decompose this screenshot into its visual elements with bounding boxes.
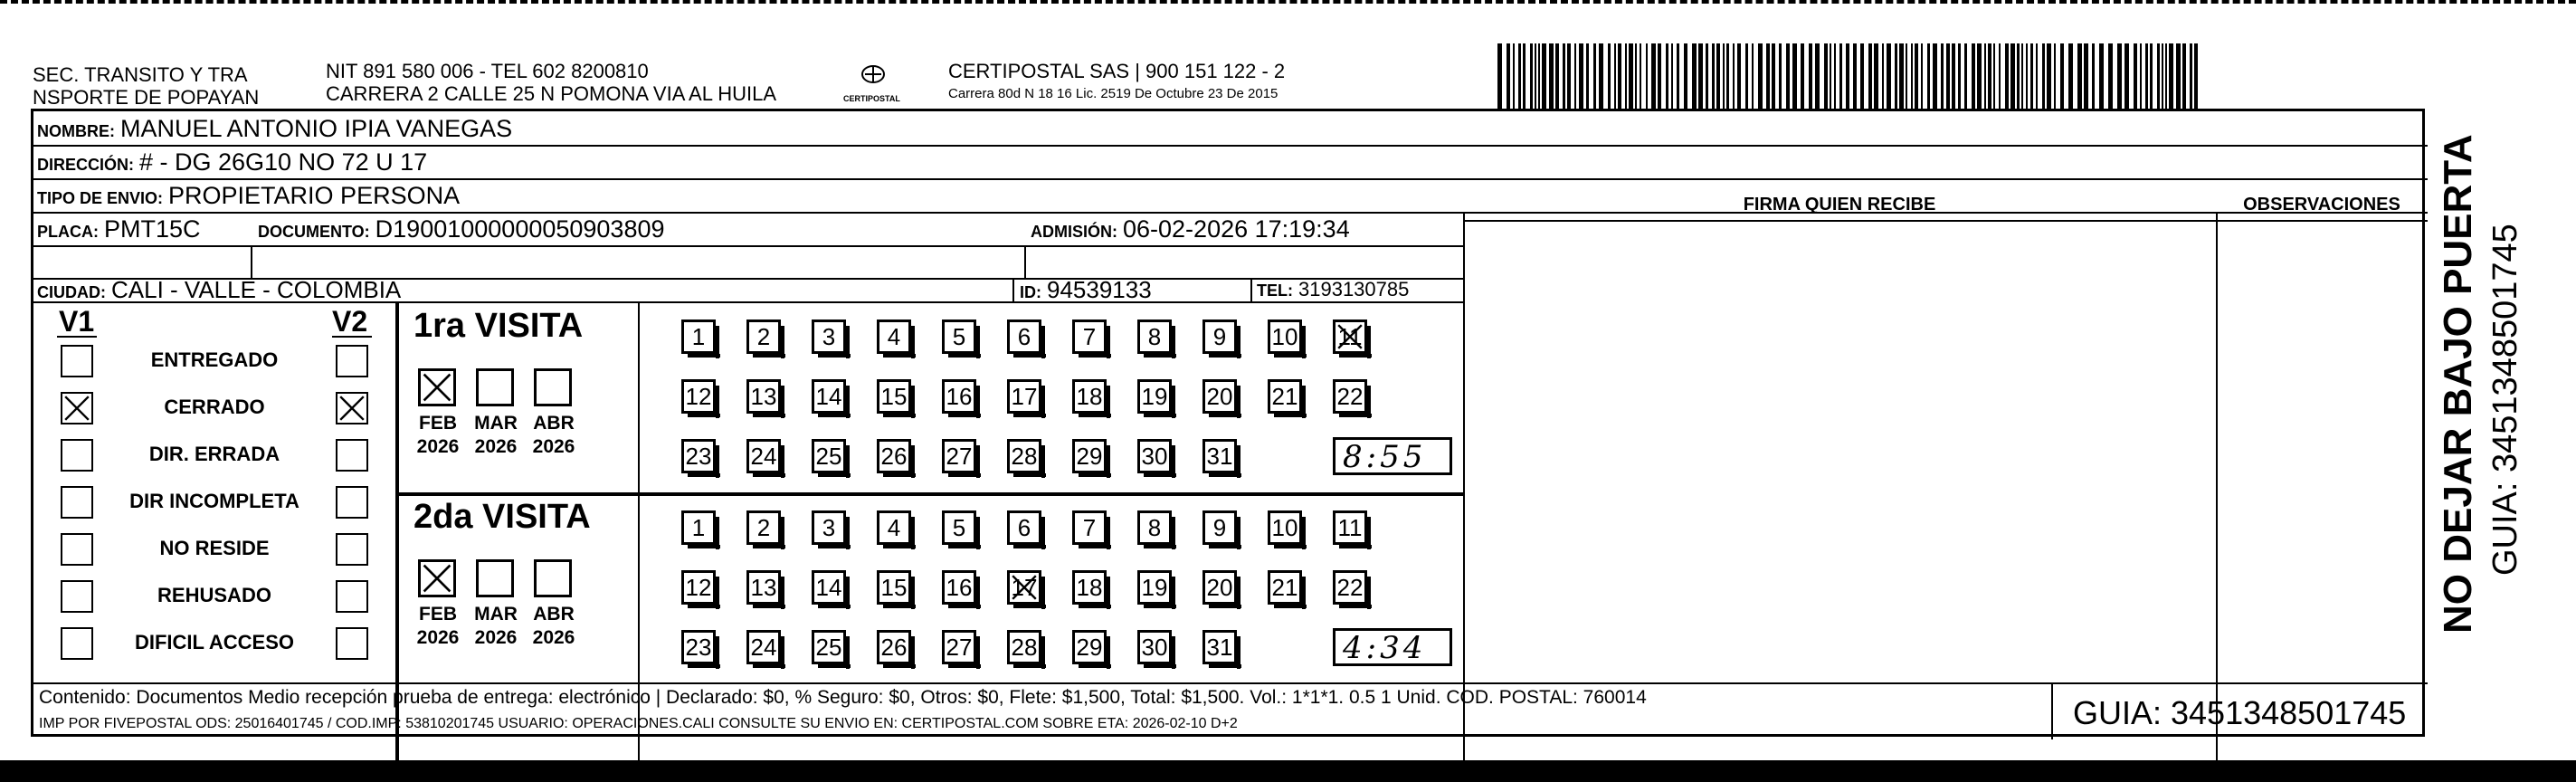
barcode-bar xyxy=(2176,43,2181,109)
day-box[interactable]: 13 xyxy=(746,570,781,605)
barcode-bar xyxy=(1567,43,1571,109)
day-box[interactable]: 8 xyxy=(1137,319,1172,354)
month-label xyxy=(471,603,521,650)
x-mark-icon xyxy=(337,394,366,423)
observaciones-header: OBSERVACIONES xyxy=(2243,195,2400,215)
day-box[interactable]: 7 xyxy=(1072,510,1107,545)
barcode-bar xyxy=(1915,43,1918,109)
x-mark-icon xyxy=(1010,573,1039,602)
barcode-bar xyxy=(1671,43,1673,109)
day-box[interactable]: 25 xyxy=(812,439,846,473)
day-box[interactable]: 2 xyxy=(746,319,781,354)
barcode-bar xyxy=(1758,43,1763,109)
barcode-bar xyxy=(1999,43,2001,109)
day-box[interactable]: 1 xyxy=(681,510,716,545)
barcode-bar xyxy=(1523,43,1526,109)
day-box[interactable]: 12 xyxy=(681,570,716,605)
day-box[interactable]: 31 xyxy=(1202,439,1237,473)
barcode-bar xyxy=(1874,43,1878,109)
day-box[interactable]: 18 xyxy=(1072,570,1107,605)
month-year: 2026 xyxy=(416,627,460,648)
company-line: CERTIPOSTAL SAS | 900 151 122 - 2 xyxy=(948,60,1286,82)
month-year: 2026 xyxy=(474,627,518,648)
barcode-bar xyxy=(2084,43,2088,109)
barcode-bar xyxy=(1535,43,1536,109)
day-box[interactable]: 15 xyxy=(877,570,911,605)
barcode-bar xyxy=(1834,43,1836,109)
ciudad-value: CALI - VALLE - COLOMBIA xyxy=(111,276,402,303)
month-name: MAR xyxy=(474,413,518,434)
barcode-bar xyxy=(2060,43,2064,109)
x-mark-icon xyxy=(1336,322,1364,351)
barcode-bar xyxy=(1692,43,1697,109)
day-box[interactable]: 20 xyxy=(1202,570,1237,605)
handwritten-time: 8:55 xyxy=(1343,439,1427,475)
month-name: FEB xyxy=(419,413,457,434)
certipostal-logo xyxy=(841,62,905,110)
day-box[interactable]: 18 xyxy=(1072,379,1107,414)
barcode-bar xyxy=(1933,43,1937,109)
day-box[interactable]: 23 xyxy=(681,630,716,664)
rule xyxy=(638,301,640,781)
nombre-value: MANUEL ANTONIO IPIA VANEGAS xyxy=(120,115,513,142)
admision-label: ADMISIÓN: xyxy=(1031,223,1117,241)
day-box[interactable]: 2 xyxy=(746,510,781,545)
day-box[interactable]: 30 xyxy=(1137,630,1172,664)
footer-content-line: Contenido: Documentos Medio recepción prueba de entrega: electrónico | Declarado: $0, % Seguro: $0, Otros: $0, Flete: $1,500, Total: $1,500. Vol.: 1*1*1. 0.5 1 Unid. COD. POSTAL: 760014 xyxy=(39,687,1647,708)
barcode-bar xyxy=(1497,43,1502,109)
direccion-field xyxy=(37,148,427,179)
rule xyxy=(251,245,252,278)
barcode-bar xyxy=(2099,43,2104,109)
barcode-bar xyxy=(1887,43,1891,109)
barcode-bar xyxy=(1779,43,1782,109)
barcode-bar xyxy=(1906,43,1907,109)
day-box[interactable]: 10 xyxy=(1268,510,1302,545)
admision-field xyxy=(1031,215,1350,246)
barcode-bar xyxy=(1772,43,1775,109)
sender-name xyxy=(33,63,259,109)
handwritten-time-box xyxy=(1333,628,1452,666)
barcode-bar xyxy=(1640,43,1641,109)
month-label xyxy=(528,603,579,650)
barcode-bar xyxy=(1593,43,1596,109)
barcode-bar xyxy=(1792,43,1797,109)
day-box[interactable]: 21 xyxy=(1268,379,1302,414)
month-checkbox[interactable] xyxy=(534,368,572,406)
day-box[interactable]: 13 xyxy=(746,379,781,414)
barcode-bar xyxy=(1608,43,1611,109)
barcode-bar xyxy=(2010,43,2015,109)
day-box[interactable]: 20 xyxy=(1202,379,1237,414)
tipo-envio-label: TIPO DE ENVIO: xyxy=(37,189,164,207)
day-box[interactable]: 29 xyxy=(1072,630,1107,664)
day-box[interactable]: 4 xyxy=(877,319,911,354)
barcode-bar xyxy=(2145,43,2148,109)
barcode-bar xyxy=(1830,43,1831,109)
barcode-bar xyxy=(1629,43,1633,109)
barcode-bar xyxy=(1895,43,1897,109)
reason-label: CERRADO xyxy=(164,396,265,418)
barcode-bar xyxy=(2068,43,2073,109)
day-box[interactable]: 11 xyxy=(1333,319,1367,354)
v1-checkbox[interactable] xyxy=(61,627,93,660)
v2-checkbox[interactable] xyxy=(336,392,368,424)
logo-text: CERTIPOSTAL xyxy=(843,94,900,103)
barcode-bar xyxy=(1752,43,1754,109)
day-box[interactable]: 24 xyxy=(746,439,781,473)
x-mark-icon xyxy=(421,371,453,404)
barcode-bar xyxy=(1860,43,1864,109)
reason-label: DIFICIL ACCESO xyxy=(134,631,294,653)
sender-line-2: NSPORTE DE POPAYAN xyxy=(33,86,260,109)
placa-value: PMT15C xyxy=(104,215,201,243)
barcode-bar xyxy=(1579,43,1583,109)
v2-checkbox[interactable] xyxy=(336,627,368,660)
day-box[interactable]: 23 xyxy=(681,439,716,473)
month-label xyxy=(471,412,521,459)
barcode-bar xyxy=(1507,43,1510,109)
day-box[interactable]: 30 xyxy=(1137,439,1172,473)
handwritten-time: 4:34 xyxy=(1343,630,1427,666)
v1-checkbox[interactable] xyxy=(61,486,93,519)
license-line: Carrera 80d N 18 16 Lic. 2519 De Octubre 23 De 2015 xyxy=(948,86,1278,101)
barcode-bar xyxy=(1651,43,1656,109)
v2-checkbox[interactable] xyxy=(336,580,368,613)
day-box[interactable]: 22 xyxy=(1333,570,1367,605)
rule xyxy=(1463,220,2428,222)
admision-value: 06-02-2026 17:19:34 xyxy=(1123,215,1350,243)
barcode-bar xyxy=(1625,43,1627,109)
placa-label: PLACA: xyxy=(37,223,99,241)
day-box[interactable]: 9 xyxy=(1202,510,1237,545)
day-box[interactable]: 26 xyxy=(877,630,911,664)
tel-value: 3193130785 xyxy=(1298,278,1410,300)
visit-title: 1ra VISITA xyxy=(413,307,584,345)
barcode-bar xyxy=(1946,43,1950,109)
day-box[interactable]: 3 xyxy=(812,510,846,545)
documento-label: DOCUMENTO: xyxy=(258,223,370,241)
barcode-bar xyxy=(2108,43,2113,109)
month-name: MAR xyxy=(474,604,518,625)
reason-label: NO RESIDE xyxy=(159,537,270,559)
tel-label: TEL: xyxy=(1257,281,1293,300)
address-line: CARRERA 2 CALLE 25 N POMONA VIA AL HUILA xyxy=(326,82,777,105)
barcode-bar xyxy=(1618,43,1621,109)
barcode-bar xyxy=(2005,43,2009,109)
barcode-bar xyxy=(1911,43,1913,109)
v2-checkbox[interactable] xyxy=(336,439,368,472)
v1-checkbox[interactable] xyxy=(61,439,93,472)
barcode-bar xyxy=(2030,43,2033,109)
day-box[interactable]: 3 xyxy=(812,319,846,354)
barcode-bar xyxy=(1868,43,1872,109)
barcode-bar xyxy=(1972,43,1975,109)
rule xyxy=(395,301,399,781)
day-box[interactable]: 12 xyxy=(681,379,716,414)
barcode-bar xyxy=(2021,43,2023,109)
barcode-bar xyxy=(1809,43,1812,109)
barcode-bar xyxy=(1586,43,1589,109)
day-box[interactable]: 10 xyxy=(1268,319,1302,354)
barcode-bar xyxy=(2047,43,2051,109)
barcode-bar xyxy=(1977,43,1982,109)
barcode-bar xyxy=(2134,43,2137,109)
day-box[interactable]: 4 xyxy=(877,510,911,545)
barcode-bar xyxy=(2162,43,2163,109)
top-dashed-edge xyxy=(0,0,2576,9)
handwritten-time-box xyxy=(1333,437,1452,475)
month-checkbox[interactable] xyxy=(534,559,572,597)
nombre-label: NOMBRE: xyxy=(37,122,115,140)
month-year: 2026 xyxy=(532,627,575,648)
barcode-bar xyxy=(1666,43,1668,109)
day-box[interactable]: 27 xyxy=(942,439,976,473)
nit-line: NIT 891 580 006 - TEL 602 8200810 xyxy=(326,60,649,82)
barcode-bar xyxy=(1882,43,1884,109)
barcode-bar xyxy=(1853,43,1857,109)
day-box[interactable]: 28 xyxy=(1007,630,1041,664)
day-box[interactable]: 16 xyxy=(942,379,976,414)
day-box[interactable]: 14 xyxy=(812,379,846,414)
barcode-bar xyxy=(2042,43,2045,109)
barcode-bar xyxy=(2117,43,2122,109)
barcode-bar xyxy=(1726,43,1729,109)
barcode-bar xyxy=(1599,43,1603,109)
barcode-bar xyxy=(1646,43,1648,109)
barcode-bar xyxy=(2140,43,2142,109)
barcode-bar xyxy=(1921,43,1923,109)
rule xyxy=(1012,278,1014,301)
day-box[interactable]: 11 xyxy=(1333,510,1367,545)
footer-print-line: IMP POR FIVEPOSTAL ODS: 25016401745 / COD.IMP: 53810201745 USUARIO: OPERACIONES.CALI CONSULTE SU ENVIO EN: CERTIPOSTAL.COM SOBRE ETA: 2026-02-10 D+2 xyxy=(39,716,1238,731)
barcode-bar xyxy=(2169,43,2173,109)
v1-checkbox[interactable] xyxy=(61,533,93,566)
direccion-value: # - DG 26G10 NO 72 U 17 xyxy=(139,148,428,176)
barcode-bar xyxy=(1786,43,1790,109)
rule xyxy=(1250,278,1252,301)
v2-checkbox[interactable] xyxy=(336,345,368,377)
barcode-bar xyxy=(1677,43,1679,109)
month-checkbox[interactable] xyxy=(418,559,456,597)
day-box[interactable]: 28 xyxy=(1007,439,1041,473)
barcode-bar xyxy=(1952,43,1955,109)
x-mark-icon xyxy=(62,394,91,423)
side-guia-number: GUIA: 3451348501745 xyxy=(2486,224,2524,576)
barcode-bar xyxy=(1899,43,1904,109)
visit-title: 2da VISITA xyxy=(413,498,591,536)
firma-quien-recibe-header: FIRMA QUIEN RECIBE xyxy=(1743,195,1936,215)
barcode-bar xyxy=(2077,43,2082,109)
id-label: ID: xyxy=(1020,283,1041,301)
company-info xyxy=(948,60,1285,105)
v1-header: V1 xyxy=(59,305,95,338)
barcode-bar xyxy=(1555,43,1559,109)
month-year: 2026 xyxy=(532,436,575,457)
barcode-bar xyxy=(1958,43,1961,109)
day-box[interactable]: 15 xyxy=(877,379,911,414)
tel-field xyxy=(1257,275,1409,305)
barcode-bar xyxy=(1542,43,1546,109)
barcode-bar xyxy=(1712,43,1715,109)
rule xyxy=(33,682,2428,684)
barcode-bar xyxy=(1716,43,1720,109)
day-box[interactable]: 8 xyxy=(1137,510,1172,545)
v1-checkbox[interactable] xyxy=(61,580,93,613)
tracking-barcode xyxy=(1497,43,2203,109)
barcode-bar xyxy=(1964,43,1967,109)
barcode-bar xyxy=(1733,43,1735,109)
barcode-bar xyxy=(2190,43,2192,109)
day-box[interactable]: 5 xyxy=(942,510,976,545)
barcode-bar xyxy=(1839,43,1842,109)
barcode-bar xyxy=(2124,43,2129,109)
barcode-bar xyxy=(2157,43,2160,109)
sender-line-1: SEC. TRANSITO Y TRA xyxy=(33,63,248,86)
month-checkbox[interactable] xyxy=(476,559,514,597)
day-box[interactable]: 14 xyxy=(812,570,846,605)
day-box[interactable]: 25 xyxy=(812,630,846,664)
day-box[interactable]: 19 xyxy=(1137,570,1172,605)
day-box[interactable]: 1 xyxy=(681,319,716,354)
x-mark-icon xyxy=(421,562,453,595)
barcode-bar xyxy=(2026,43,2028,109)
barcode-bar xyxy=(1927,43,1930,109)
v2-checkbox[interactable] xyxy=(336,486,368,519)
barcode-bar xyxy=(2194,43,2198,109)
observations-area[interactable] xyxy=(2220,224,2424,767)
month-name: ABR xyxy=(533,604,575,625)
barcode-bar xyxy=(1993,43,1995,109)
reason-label: DIR. ERRADA xyxy=(148,443,280,465)
rule xyxy=(395,492,1463,496)
barcode-bar xyxy=(1941,43,1944,109)
signature-area[interactable] xyxy=(1467,224,2212,767)
rule xyxy=(57,336,97,338)
reason-label: DIR INCOMPLETA xyxy=(129,490,299,512)
barcode-bar xyxy=(2092,43,2095,109)
barcode-bar xyxy=(1530,43,1533,109)
barcode-bar xyxy=(1658,43,1661,109)
barcode-bar xyxy=(1737,43,1741,109)
barcode-bar xyxy=(2182,43,2186,109)
v2-checkbox[interactable] xyxy=(336,533,368,566)
barcode-bar xyxy=(1563,43,1565,109)
barcode-bar xyxy=(1801,43,1804,109)
day-box[interactable]: 9 xyxy=(1202,319,1237,354)
day-box[interactable]: 6 xyxy=(1007,510,1041,545)
barcode-bar xyxy=(1815,43,1820,109)
day-box[interactable]: 29 xyxy=(1072,439,1107,473)
day-box[interactable]: 26 xyxy=(877,439,911,473)
id-value: 94539133 xyxy=(1047,276,1152,303)
day-box[interactable]: 19 xyxy=(1137,379,1172,414)
barcode-bar xyxy=(1766,43,1770,109)
placa-field xyxy=(37,215,201,246)
barcode-bar xyxy=(1635,43,1637,109)
barcode-bar xyxy=(1698,43,1703,109)
barcode-bar xyxy=(1538,43,1540,109)
barcode-bar xyxy=(1549,43,1554,109)
barcode-bar xyxy=(1574,43,1576,109)
day-box[interactable]: 31 xyxy=(1202,630,1237,664)
tipo-envio-value: PROPIETARIO PERSONA xyxy=(168,182,461,209)
month-checkbox[interactable] xyxy=(418,368,456,406)
day-box[interactable]: 21 xyxy=(1268,570,1302,605)
reason-label: REHUSADO xyxy=(157,584,271,606)
rule xyxy=(1024,245,1026,278)
delivery-form xyxy=(31,109,2425,737)
barcode-bar xyxy=(1513,43,1515,109)
documento-value: D19001000000050903809 xyxy=(375,215,665,243)
day-box[interactable]: 27 xyxy=(942,630,976,664)
barcode-bar xyxy=(1684,43,1687,109)
day-box[interactable]: 6 xyxy=(1007,319,1041,354)
day-box[interactable]: 22 xyxy=(1333,379,1367,414)
v2-header: V2 xyxy=(332,305,368,338)
month-label xyxy=(413,412,463,459)
day-box[interactable]: 24 xyxy=(746,630,781,664)
day-box[interactable]: 17 xyxy=(1007,379,1041,414)
barcode-bar xyxy=(1745,43,1748,109)
barcode-bar xyxy=(1988,43,1991,109)
id-field xyxy=(1020,275,1152,307)
barcode-bar xyxy=(1723,43,1725,109)
reason-label: ENTREGADO xyxy=(150,348,279,371)
month-name: FEB xyxy=(419,604,457,625)
barcode-bar xyxy=(1984,43,1986,109)
direccion-label: DIRECCIÓN: xyxy=(37,156,134,174)
v1-checkbox[interactable] xyxy=(61,392,93,424)
tipo-envio-field xyxy=(37,181,460,213)
barcode-bar xyxy=(2150,43,2153,109)
day-box[interactable]: 16 xyxy=(942,570,976,605)
barcode-bar xyxy=(2054,43,2056,109)
barcode-bar xyxy=(2017,43,2020,109)
no-dejar-bajo-puerta-warning: NO DEJAR BAJO PUERTA xyxy=(2436,134,2480,634)
day-box[interactable]: 5 xyxy=(942,319,976,354)
barcode-bar xyxy=(2165,43,2167,109)
ciudad-label: CIUDAD: xyxy=(37,283,106,301)
month-label xyxy=(413,603,463,650)
month-name: ABR xyxy=(533,413,575,434)
rule xyxy=(332,336,372,338)
month-label xyxy=(528,412,579,459)
footer-guia-number: GUIA: 3451348501745 xyxy=(2073,694,2407,731)
month-year: 2026 xyxy=(474,436,518,457)
ciudad-field xyxy=(37,275,401,307)
barcode-bar xyxy=(2036,43,2038,109)
barcode-bar xyxy=(1824,43,1828,109)
barcode-bar xyxy=(1614,43,1616,109)
barcode-bar xyxy=(1518,43,1521,109)
rule xyxy=(2051,682,2053,739)
day-box[interactable]: 7 xyxy=(1072,319,1107,354)
month-checkbox[interactable] xyxy=(476,368,514,406)
month-year: 2026 xyxy=(416,436,460,457)
barcode-bar xyxy=(1706,43,1708,109)
sender-contact xyxy=(326,60,776,105)
documento-field xyxy=(258,215,665,246)
nombre-field xyxy=(37,114,512,146)
day-box[interactable]: 17 xyxy=(1007,570,1041,605)
v1-checkbox[interactable] xyxy=(61,345,93,377)
barcode-bar xyxy=(1846,43,1849,109)
